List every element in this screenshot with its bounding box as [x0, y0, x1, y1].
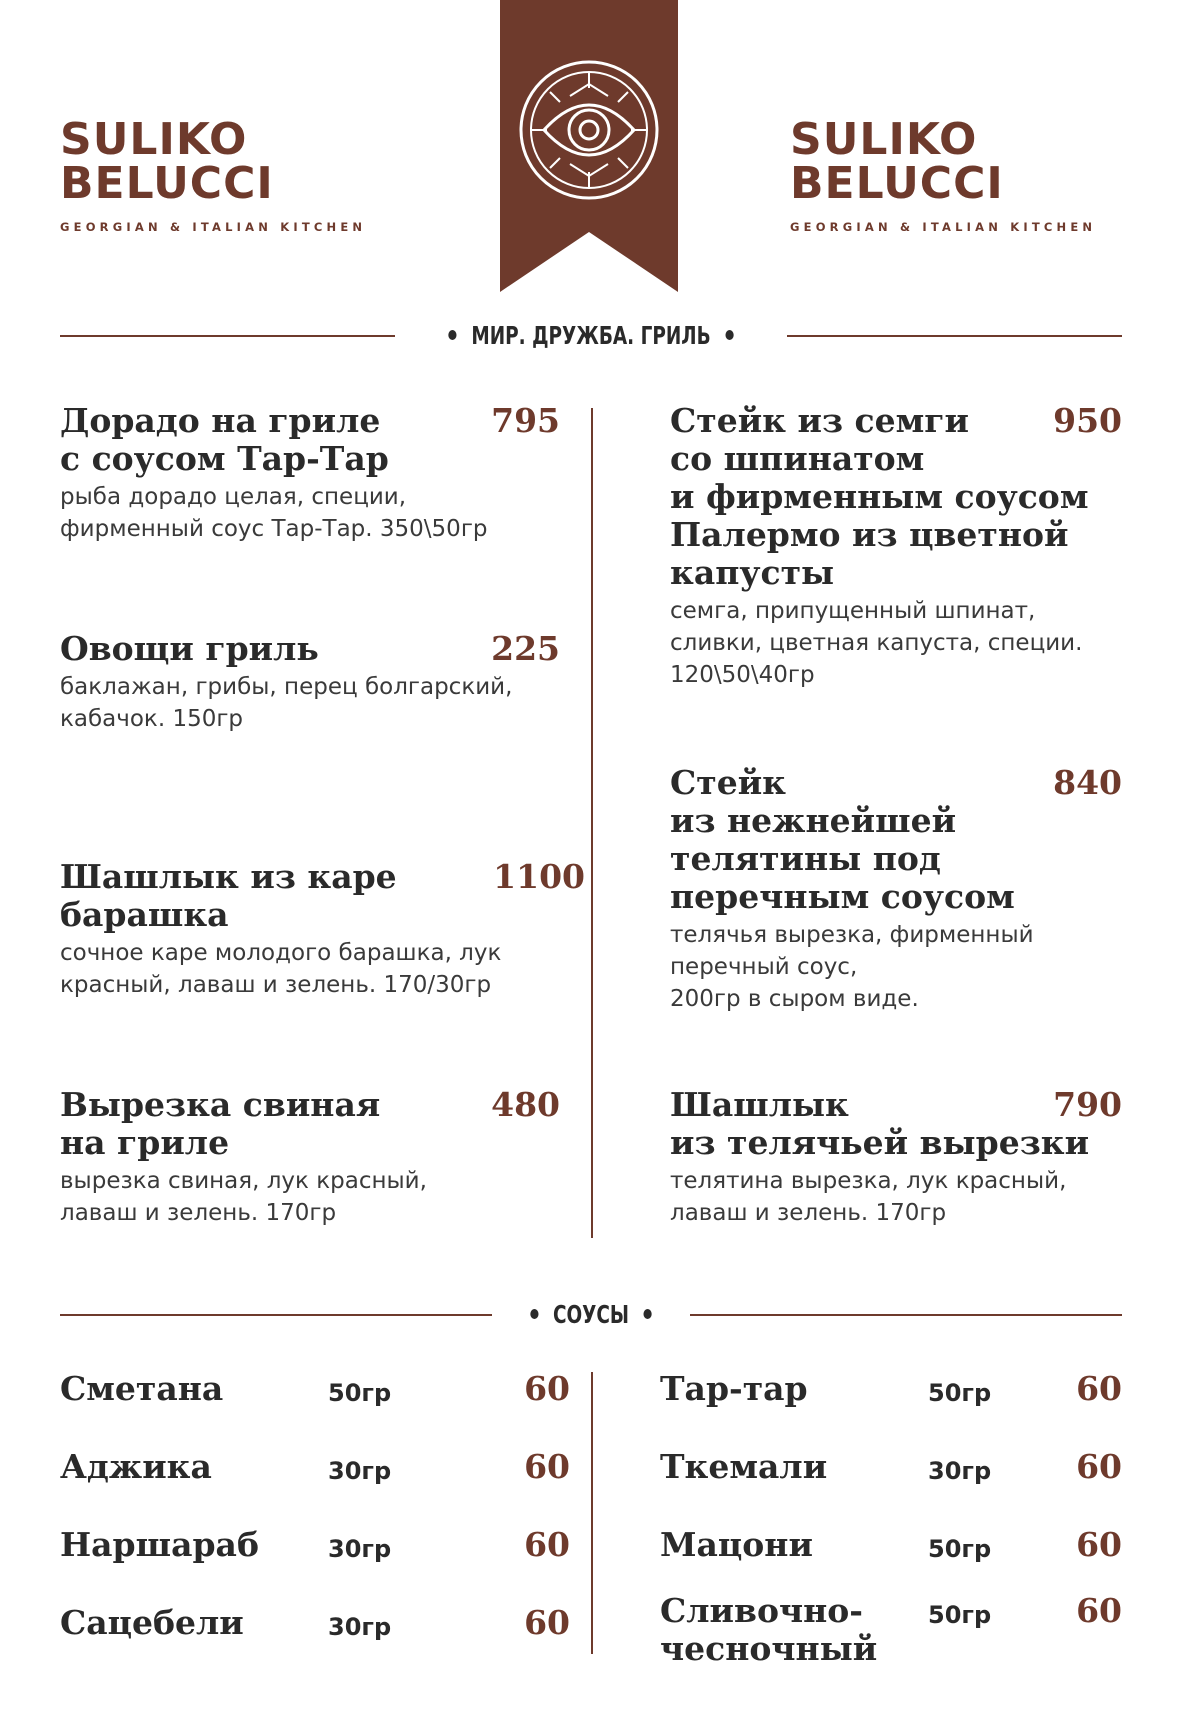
sauce-price: 60 [1076, 1447, 1122, 1486]
sauce-item [60, 1370, 570, 1420]
item-description: баклажан, грибы, перец болгарский, кабачок. 150гр [60, 674, 513, 732]
item-name: Овощи гриль [60, 629, 319, 668]
sauce-name: Тар-тар [660, 1369, 808, 1408]
sauce-weight: 50гр [328, 1379, 392, 1407]
menu-item [60, 1086, 560, 1229]
item-description: телятина вырезка, лук красный, лаваш и зелень. 170гр [670, 1168, 1067, 1226]
sauce-weight: 30гр [328, 1613, 392, 1641]
item-description: рыба дорадо целая, специи, фирменный соус Тар-Тар. 350\50гр [60, 484, 488, 542]
item-description: семга, припущенный шпинат, сливки, цветная капуста, специи. 120\50\40гр [670, 598, 1083, 688]
section-title: СОУСЫ [156, 1295, 1027, 1335]
sauce-weight: 30гр [328, 1457, 392, 1485]
item-price: 225 [491, 629, 560, 668]
item-name: Шашлык из каре барашка [60, 857, 397, 934]
item-description: телячья вырезка, фирменный перечный соус, 200гр в сыром виде. [670, 922, 1034, 1012]
item-name: Шашлык из телячьей вырезки [670, 1085, 1090, 1162]
sauce-item [660, 1592, 1122, 1672]
column-divider [591, 1372, 593, 1654]
menu-item [60, 402, 560, 545]
sauces-section-header [60, 1295, 1122, 1335]
item-name: Стейк из нежнейшей телятины под перечным соусом [670, 763, 1015, 916]
menu-item [60, 630, 560, 735]
menu-item [670, 1086, 1122, 1229]
sauce-weight: 50гр [928, 1379, 992, 1407]
menu-item [670, 402, 1122, 691]
sauce-price: 60 [1076, 1525, 1122, 1564]
item-price: 1100 [493, 857, 585, 896]
brand-logo-left [60, 114, 400, 234]
sauce-item [60, 1448, 570, 1498]
sauce-weight: 50гр [928, 1601, 992, 1629]
item-price: 840 [1053, 763, 1122, 802]
item-name: Дорадо на гриле с соусом Тар-Тар [60, 401, 389, 478]
sauce-price: 60 [1076, 1369, 1122, 1408]
item-price: 950 [1053, 401, 1122, 440]
sauce-price: 60 [524, 1447, 570, 1486]
sauce-price: 60 [1076, 1591, 1122, 1630]
item-name: Стейк из семги со шпинатом и фирменным соусом Палермо из цветной капусты [670, 401, 1089, 592]
sauce-weight: 30гр [928, 1457, 992, 1485]
sauce-item [60, 1526, 570, 1576]
sauce-item [660, 1448, 1122, 1498]
item-price: 480 [491, 1085, 560, 1124]
brand-subtitle: GEORGIAN & ITALIAN KITCHEN [790, 220, 1097, 234]
eye-emblem-icon [500, 0, 678, 292]
column-divider [591, 408, 593, 1238]
brand-name: SULIKO BELUCCI [790, 114, 1004, 209]
menu-item [670, 764, 1122, 1015]
sauce-item [60, 1604, 570, 1654]
sauce-name: Сливочно- чесночный [660, 1591, 878, 1668]
menu-item [60, 858, 585, 1001]
sauce-price: 60 [524, 1603, 570, 1642]
item-price: 790 [1053, 1085, 1122, 1124]
brand-subtitle: GEORGIAN & ITALIAN KITCHEN [60, 220, 367, 234]
grill-section-header [60, 316, 1122, 356]
brand-name: SULIKO BELUCCI [60, 114, 274, 209]
sauce-price: 60 [524, 1369, 570, 1408]
sauce-name: Ткемали [660, 1447, 828, 1486]
sauce-name: Мацони [660, 1525, 813, 1564]
sauce-item [660, 1370, 1122, 1420]
sauce-name: Наршараб [60, 1525, 259, 1564]
item-description: вырезка свиная, лук красный, лаваш и зелень. 170гр [60, 1168, 427, 1226]
sauce-weight: 50гр [928, 1535, 992, 1563]
sauce-name: Аджика [60, 1447, 212, 1486]
item-price: 795 [491, 401, 560, 440]
sauce-weight: 30гр [328, 1535, 392, 1563]
item-description: сочное каре молодого барашка, лук красный, лаваш и зелень. 170/30гр [60, 940, 502, 998]
section-title: МИР. ДРУЖБА. ГРИЛЬ [156, 316, 1027, 356]
sauce-price: 60 [524, 1525, 570, 1564]
item-name: Вырезка свиная на гриле [60, 1085, 381, 1162]
sauce-name: Сацебели [60, 1603, 244, 1642]
sauce-item [660, 1526, 1122, 1576]
emblem-ribbon [500, 0, 678, 292]
sauce-name: Сметана [60, 1369, 224, 1408]
brand-logo-right [790, 114, 1130, 234]
